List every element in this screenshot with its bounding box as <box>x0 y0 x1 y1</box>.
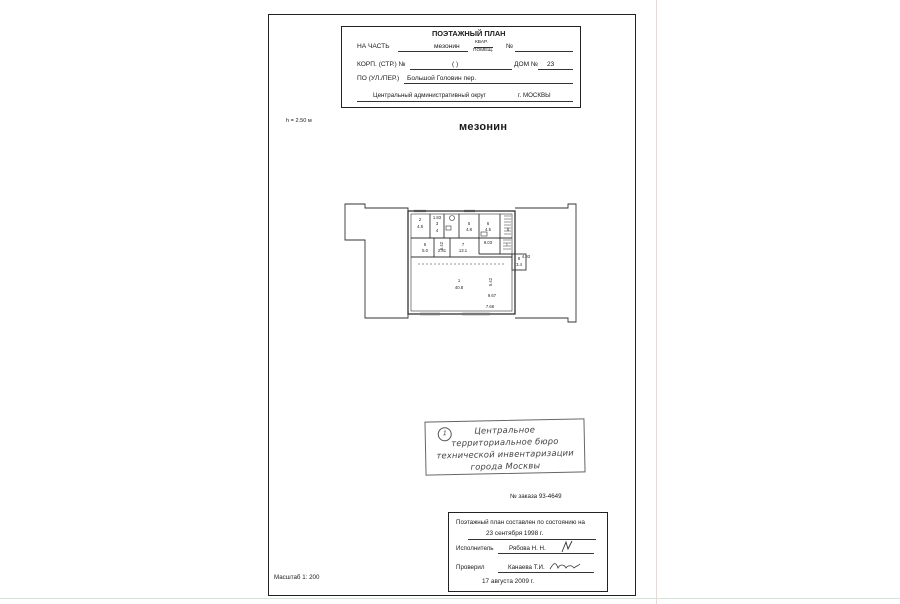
dom-label: ДОМ № <box>514 61 538 68</box>
room-area: 5.0 <box>422 248 428 253</box>
na-chast-value: мезонин <box>434 43 460 50</box>
height-note: h = 2.50 м <box>286 118 312 124</box>
street-label: ПО (УЛ./ПЕР.) <box>357 75 400 82</box>
room-area: 4.8 <box>417 224 423 229</box>
checker-signature <box>548 560 582 572</box>
bti-seal-stamp <box>424 418 585 475</box>
executor-signature <box>560 540 574 554</box>
street-value: Большой Головин пер. <box>407 75 477 82</box>
dimension: 7.66 <box>485 304 495 309</box>
scan-edge-bottom <box>0 598 900 599</box>
room-number: 7 <box>461 242 465 247</box>
room-number: I <box>506 242 508 247</box>
room-area: 3.4 <box>516 262 522 267</box>
room-number: 4 <box>435 228 439 233</box>
korp-label: КОРП. (СТР.) № <box>357 61 406 68</box>
date-checked: 17 августа 2009 г. <box>482 578 534 585</box>
kvar-label: КВАР. <box>475 40 488 45</box>
room-area: 1.83 <box>432 215 442 220</box>
underline <box>357 101 573 102</box>
seal-line: города Москвы <box>470 460 541 472</box>
room-number: 6 <box>486 221 490 226</box>
room-area: 4.8 <box>466 227 472 232</box>
underline <box>410 69 512 70</box>
checked-name: Канаева Т.И. <box>508 564 545 571</box>
room-area: 4.5 <box>485 227 491 232</box>
date-state: 23 сентября 1998 г. <box>486 530 544 537</box>
dimension: 9.67 <box>487 293 497 298</box>
dimension: 4.93 <box>521 254 531 259</box>
underline <box>515 51 573 52</box>
room-number: 5 <box>506 227 510 232</box>
room-number: 2 <box>418 217 422 222</box>
underline <box>398 51 468 52</box>
seal-line: Центральное <box>474 424 536 436</box>
underline <box>498 572 594 573</box>
floor-title: мезонин <box>459 121 508 133</box>
room-number: 1 <box>457 278 461 283</box>
room-area: 13.1 <box>458 248 468 253</box>
district: Центральный административный округ <box>373 92 486 99</box>
room-number: 8 <box>517 256 521 261</box>
left-annex-outline <box>345 204 408 318</box>
dimension: 2.81 <box>437 248 447 253</box>
seal-line: территориальное бюро <box>451 435 559 449</box>
checked-label: Проверил <box>456 564 485 571</box>
dom-value: 23 <box>547 61 555 68</box>
room-number: 6 <box>423 242 427 247</box>
seal-line: технической инвентаризации <box>436 447 575 461</box>
dimension: 9.03 <box>483 240 493 245</box>
executor-name: Рябова Н. Н. <box>509 545 546 552</box>
korp-value: ( ) <box>452 61 459 68</box>
info-state-line: Поэтажный план составлен по состоянию на <box>456 519 585 526</box>
underline <box>468 539 596 540</box>
right-annex-outline <box>515 204 576 322</box>
room-number: 3 <box>435 221 439 226</box>
na-chast-label: НА ЧАСТЬ <box>357 43 390 50</box>
pomeshch-label: ПОМЕЩ. <box>473 48 494 53</box>
underline <box>538 69 573 70</box>
main-block-inner <box>411 214 512 311</box>
scan-edge <box>656 0 657 604</box>
underline <box>404 83 573 84</box>
underline <box>498 553 594 554</box>
dimension: 5.42 <box>439 241 444 251</box>
dimension: 5.42 <box>488 277 493 287</box>
scale-note: Масштаб 1: 200 <box>274 574 320 581</box>
room-area: 40.8 <box>454 285 464 290</box>
room-number: 5 <box>467 221 471 226</box>
main-block-outline <box>408 211 515 314</box>
seal-number: 1 <box>438 427 452 441</box>
order-number: № заказа 93-4649 <box>510 493 562 500</box>
number-sign: № <box>506 43 514 50</box>
floor-plan <box>340 194 580 328</box>
executor-label: Исполнитель <box>456 545 494 552</box>
plan-title: ПОЭТАЖНЫЙ ПЛАН <box>432 29 506 38</box>
city: г. МОСКВЫ <box>518 92 551 99</box>
